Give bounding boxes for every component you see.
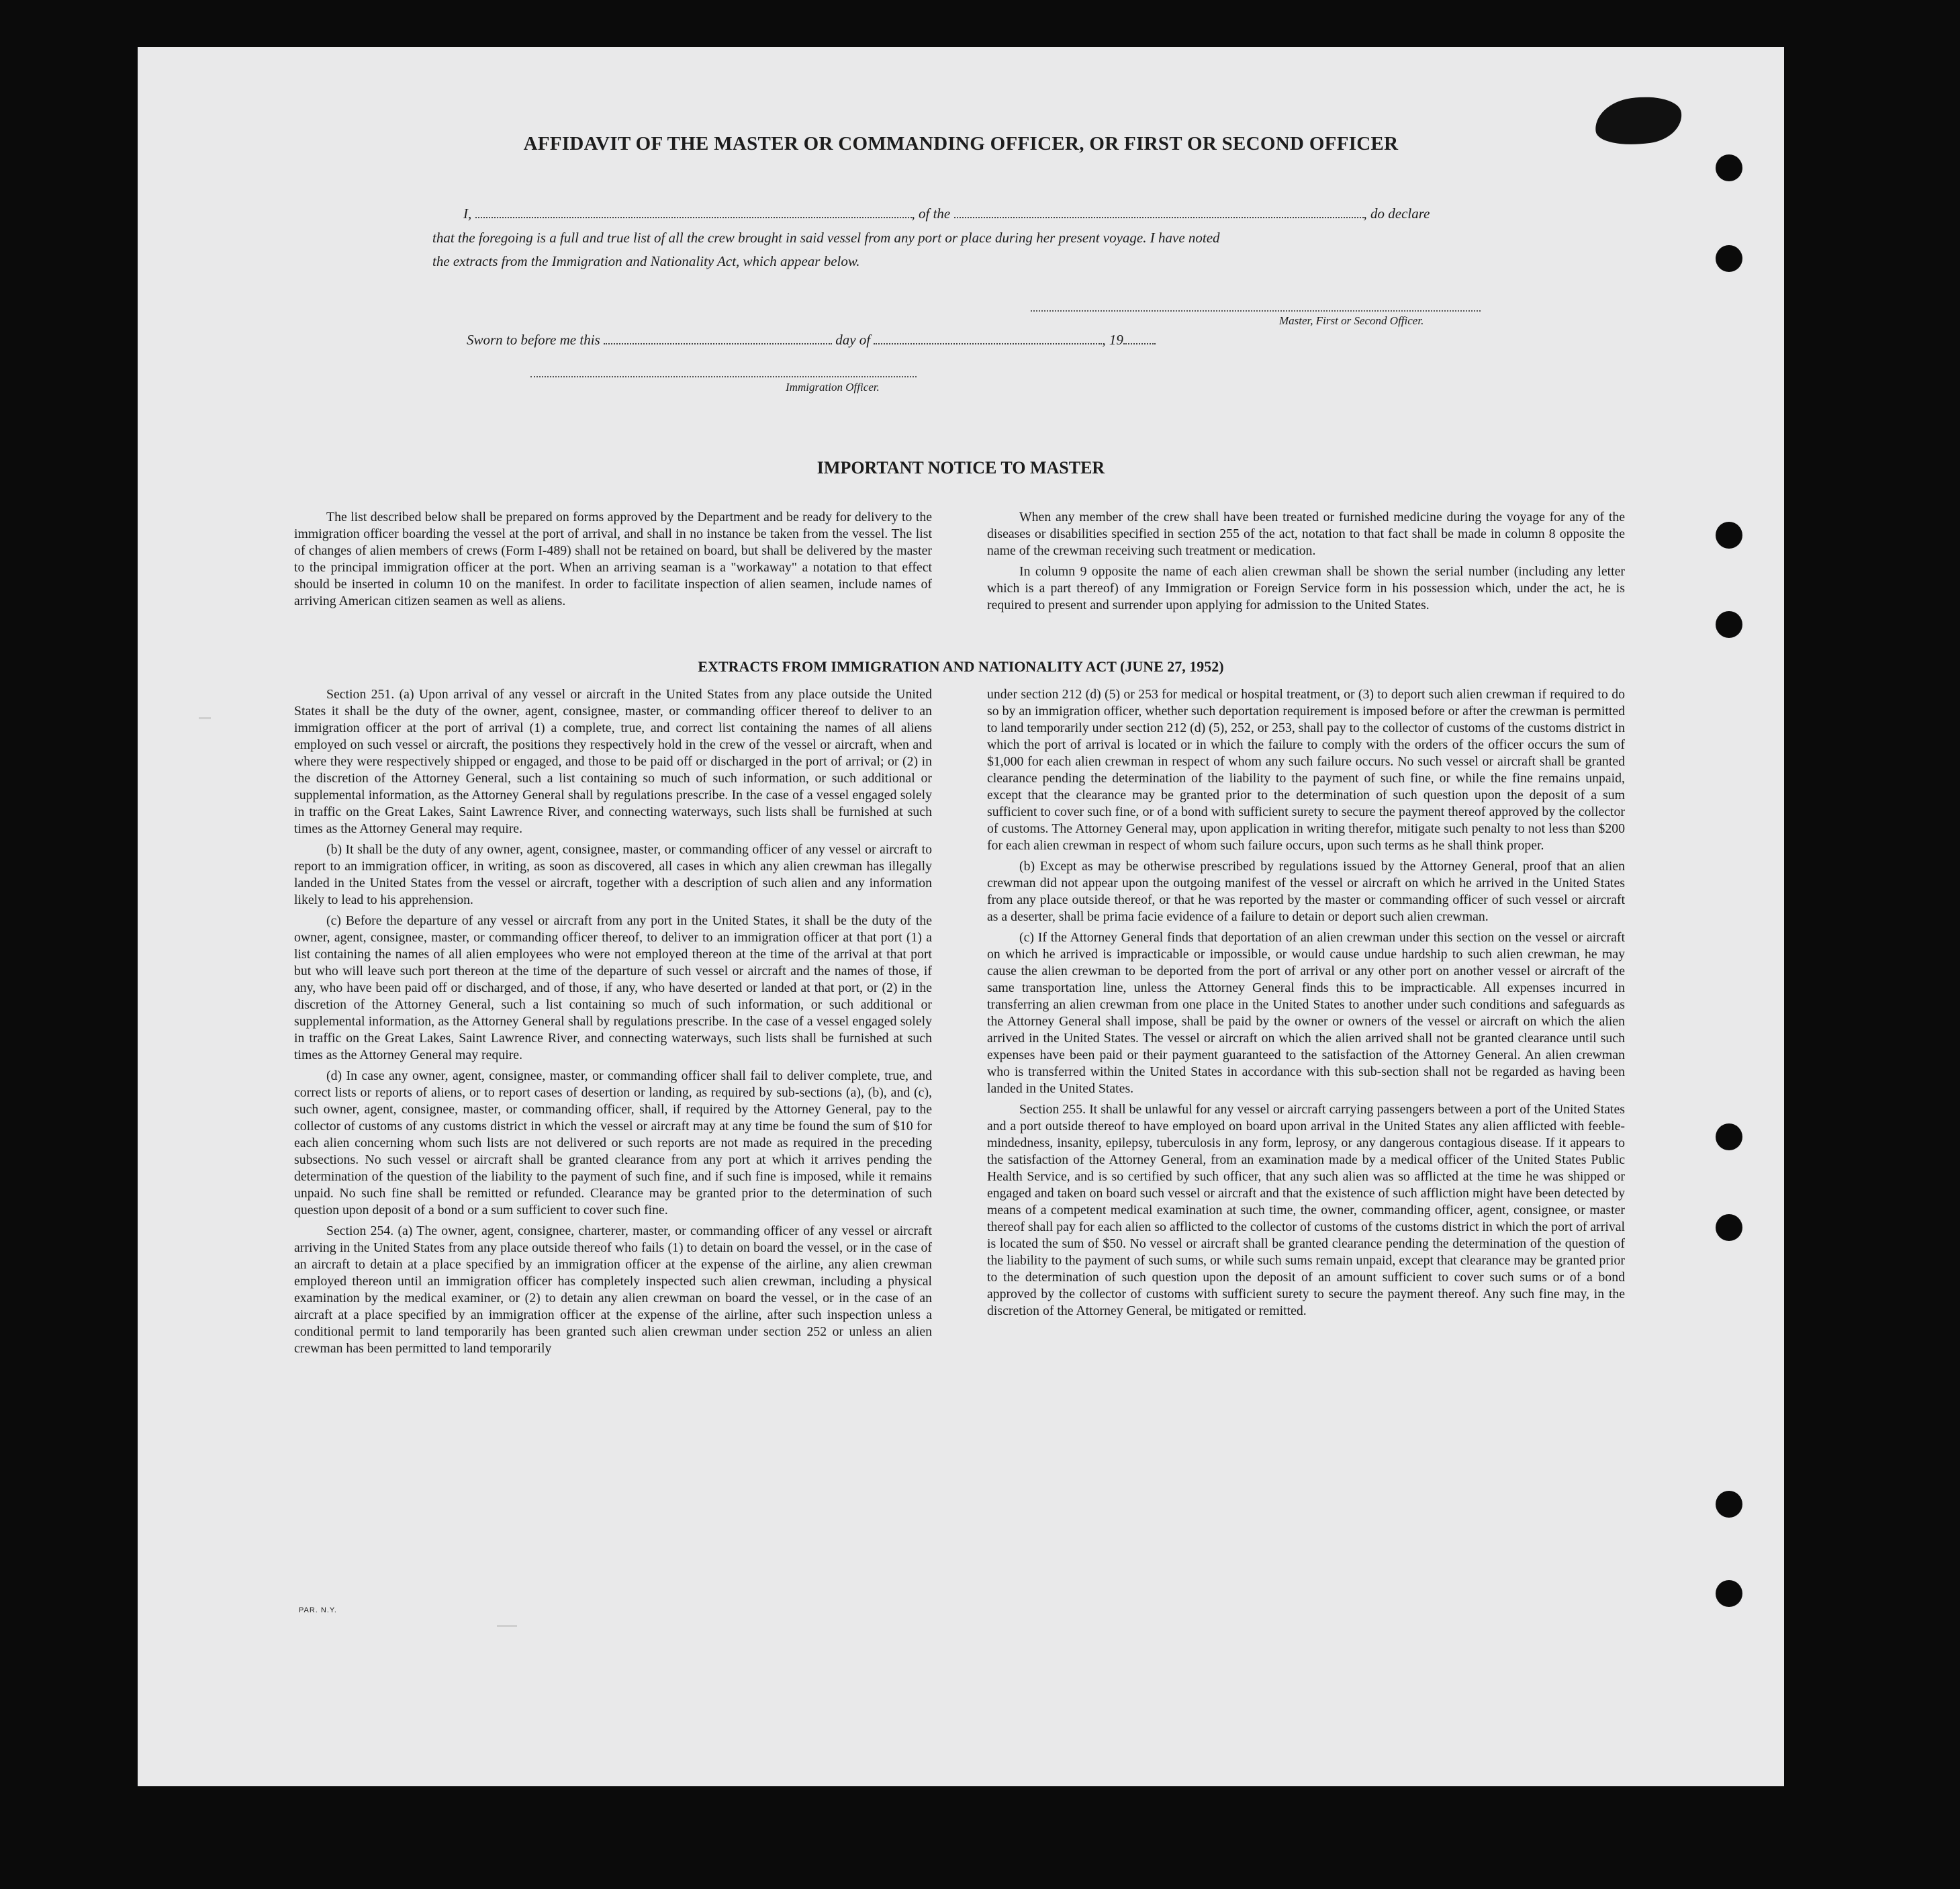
punch-hole	[1716, 611, 1742, 638]
punch-hole	[1716, 154, 1742, 181]
declaration-line-3: the extracts from the Immigration and Nationality Act, which appear below.	[432, 253, 860, 269]
officer-signature-caption: Immigration Officer.	[786, 381, 880, 394]
notice-right-paragraph-1: When any member of the crew shall have been treated or furnished medicine during the voyage for any of the diseases or disabilities specified in section 255 of the act, notation to that fact shall be made in column 8 opposite the name of the crewman receiving such treatment or medication.	[987, 510, 1625, 558]
sworn-line	[467, 332, 1156, 349]
sworn-month-blank[interactable]	[874, 335, 1102, 344]
scan-speck	[497, 1625, 517, 1627]
notice-left-column	[294, 509, 932, 614]
declaration-do-declare: , do declare	[1363, 205, 1430, 222]
extract-paragraph: (b) It shall be the duty of any owner, agent, consignee, master, or commanding officer of any vessel or aircraft to report to an immigration officer, in writing, as soon as discovered, all cases in which any alien crewman has illegally landed in the United States from the vessel or aircraft, together with a description of such alien and any information likely to lead to his apprehension.	[294, 842, 932, 907]
sworn-label: Sworn to before me this	[467, 332, 600, 348]
master-signature-caption: Master, First or Second Officer.	[1279, 314, 1424, 327]
name-blank[interactable]	[475, 209, 912, 218]
extract-paragraph: (d) In case any owner, agent, consignee, master, or commanding officer shall fail to deliver complete, true, and correct lists or reports of aliens, or to report cases of desertion or landing, as required by sub-sections (a), (b), and (c), such owner, agent, consignee, master, or commanding officer, shall, if required by the Attorney General, pay to the collector of customs of any customs district in which the vessel or aircraft may at any time be found the sum of $10 for each alien concerning whom such lists are not delivered or such reports are not made as required in the preceding subsections. No such vessel or aircraft shall be granted clearance from any port at which it arrives pending the determination of the question of the liability to the payment of such fine, and if such fine is imposed, while it remains unpaid. No such fine shall be remitted or refunded. Clearance may be granted prior to the determination of such question upon deposit of a bond or a sum sufficient to cover such fine.	[294, 1068, 932, 1217]
extract-paragraph: (c) If the Attorney General finds that deportation of an alien crewman under this section on the vessel or aircraft on which he arrived is impracticable or impossible, or would cause undue hardship to such alien crewman, he may cause the alien crewman to be deported from the port of arrival or any other port on another vessel or aircraft of the same transportation line, unless the Attorney General finds this to be impracticable. All expenses incurred in transferring an alien crewman from one place in the United States to another under such conditions and safeguards as the Attorney General shall impose, shall be paid by the owner or owners of the vessel or aircraft on which the alien arrived in the United States. The vessel or aircraft on which the alien arrived shall not be granted clearance until such expenses have been paid or their payment guaranteed to the satisfaction of the Attorney General. An alien crewman who is transferred within the United States in accordance with this sub-section shall not be regarded as having been landed in the United States.	[987, 930, 1625, 1096]
extract-paragraph: Section 251. (a) Upon arrival of any vessel or aircraft in the United States from any place outside the United States it shall be the duty of the owner, agent, consignee, master, or commanding officer thereof to deliver to an immigration officer at the port of arrival (1) a complete, true, and correct list containing the names of all aliens employed on such vessel or aircraft, the positions they respectively hold in the crew of the vessel or aircraft, when and where they were respectively shipped or engaged, and those to be paid off or discharged in the port of arrival; or (2) in the discretion of the Attorney General, such a list containing so much of such information, or such additional or supplemental information, as the Attorney General shall by regulations prescribe. In the case of a vessel engaged solely in traffic on the Great Lakes, Saint Lawrence River, and connecting waterways, such lists shall be furnished at such times as the Attorney General may require.	[294, 687, 932, 836]
notice-heading: IMPORTANT NOTICE TO MASTER	[816, 458, 1105, 477]
punch-hole	[1716, 1491, 1742, 1518]
punch-hole	[1716, 1580, 1742, 1607]
punch-hole	[1716, 522, 1742, 549]
declaration-of-the: , of the	[911, 205, 951, 222]
affidavit-title: AFFIDAVIT OF THE MASTER OR COMMANDING OFFICER, OR FIRST OR SECOND OFFICER	[523, 133, 1399, 154]
declaration-line-2: that the foregoing is a full and true list of all the crew brought in said vessel from any port or place during her present voyage. I have noted	[432, 230, 1220, 246]
document-page	[138, 47, 1784, 1786]
extracts-left-column	[294, 686, 932, 1361]
scan-speck	[199, 717, 211, 719]
notice-right-paragraph-2: In column 9 opposite the name of each alien crewman shall be shown the serial number (including any letter which is a part thereof) of any Immigration or Foreign Service form in his possession which, under the act, he is required to present and surrender upon applying for admission to the United States.	[987, 564, 1625, 612]
notice-left-paragraph: The list described below shall be prepared on forms approved by the Department and be ready for delivery to the immigration officer boarding the vessel at the port of arrival, and shall in no instance be taken from the vessel. The list of changes of alien members of crews (Form I-489) shall not be retained on board, but shall be delivered by the master to the principal immigration officer at the port. When an arriving seaman is a "workaway" a notation to that effect should be inserted in column 10 on the manifest. In order to facilitate inspection of alien seamen, include names of arriving American citizen seamen as well as aliens.	[294, 510, 932, 608]
sworn-year-prefix: , 19	[1102, 332, 1123, 348]
printer-mark: PAR. N.Y.	[299, 1606, 337, 1614]
punch-hole	[1716, 1214, 1742, 1241]
extract-paragraph: Section 255. It shall be unlawful for any vessel or aircraft carrying passengers between a port of the United States and a port outside thereof to have employed on board upon arrival in the United States any alien afflicted with feeble-mindedness, insanity, epilepsy, tuberculosis in any form, leprosy, or any dangerous contagious disease. If it appears to the satisfaction of the Attorney General, from an examination made by a medical officer of the United States Public Health Service, and is so certified by such officer, that any such alien was so afflicted at the time he was shipped or engaged and taken on board such vessel or aircraft and that the existence of such affliction might have been detected by means of a competent medical examination at such time, the owner, commanding officer, agent, consignee, or master thereof shall pay for each alien so afflicted to the collector of customs of the customs district in which the port of arrival is located the sum of $50. No vessel or aircraft shall be granted clearance pending the determination of the question of the liability to the payment of such sums, or while such sums remain unpaid, except that clearance may be granted prior to the determination of such question upon the deposit of an amount sufficient to cover such sums or of a bond approved by the collector of customs with sufficient surety to secure the payment thereof. Any such fine may, in the discretion of the Attorney General, be mitigated or remitted.	[987, 1102, 1625, 1318]
notice-right-column	[987, 509, 1625, 618]
punch-hole	[1716, 1123, 1742, 1150]
extract-paragraph: (c) Before the departure of any vessel or aircraft from any port in the United States, it shall be the duty of the owner, agent, consignee, master, or commanding officer thereof, to deliver to an immigration officer at that port (1) a list containing the names of all alien employees who were not employed thereon at the time of the arrival at that port but who will leave such port thereon at the time of the departure of such vessel or aircraft and the names of those, if any, who have been paid off or discharged, and of those, if any, who have deserted or landed at that port, or (2) in the discretion of the Attorney General, such a list containing so much of such information, or such additional or supplemental information, as the Attorney General shall by regulations prescribe. In the case of a vessel engaged solely in traffic on the Great Lakes, Saint Lawrence River, and connecting waterways, such lists shall be furnished at such times as the Attorney General may require.	[294, 913, 932, 1062]
declaration-i: I,	[463, 205, 472, 222]
master-signature-line[interactable]	[1031, 310, 1481, 312]
extracts-right-column	[987, 686, 1625, 1324]
declaration-line	[463, 205, 1430, 222]
officer-signature-line[interactable]	[530, 376, 917, 377]
sworn-year-blank[interactable]	[1123, 335, 1156, 344]
vessel-blank[interactable]	[954, 209, 1364, 218]
extract-paragraph: (b) Except as may be otherwise prescribed by regulations issued by the Attorney General, proof that an alien crewman did not appear upon the outgoing manifest of the vessel or aircraft on which he arrived in the United States from any place outside thereof, or that he was reported by the master or commanding officer of such vessel or aircraft as a deserter, shall be prima facie evidence of a failure to detain or deport such alien crewman.	[987, 859, 1625, 924]
extracts-heading: EXTRACTS FROM IMMIGRATION AND NATIONALITY ACT (JUNE 27, 1952)	[698, 658, 1224, 675]
extract-paragraph: under section 212 (d) (5) or 253 for medical or hospital treatment, or (3) to deport such alien crewman if required to do so by an immigration officer, whether such deportation requirement is imposed before or after the crewman is permitted to land temporarily under section 212 (d) (5), 252, or 253, shall pay to the collector of customs of the customs district in which the port of arrival is located or in which the failure to comply with the orders of the officer occurs the sum of $1,000 for each alien crewman in respect of whom any such failure occurs. No such vessel or aircraft shall be granted clearance pending the determination of the liability to the payment of such fine, or while the fine remains unpaid, except that the clearance may be granted prior to the determination of such question upon the deposit of a sum sufficient to cover such fine, or of a bond with sufficient surety to secure the payment thereof approved by the collector of customs. The Attorney General may, upon application in writing therefor, mitigate such penalty to not less than $200 for each alien crewman in respect of whom such failure occurs, upon such terms as he shall think proper.	[987, 687, 1625, 853]
extract-paragraph: Section 254. (a) The owner, agent, consignee, charterer, master, or commanding officer of any vessel or aircraft arriving in the United States from any place outside thereof who fails (1) to detain on board the vessel, or in the case of an aircraft to detain at a place specified by an immigration officer at the expense of the airline, any alien crewman employed thereon until an immigration officer has completely inspected such alien crewman, including a physical examination by the medical examiner, or (2) to detain any alien crewman on board the vessel, or in the case of an aircraft at a place specified by an immigration officer at the expense of the airline, after such inspection unless a conditional permit to land temporarily has been granted such alien crewman under section 252 or unless an alien crewman has been permitted to land temporarily	[294, 1224, 932, 1356]
punch-hole	[1716, 245, 1742, 272]
sworn-day-of: day of	[835, 332, 871, 348]
sworn-day-blank[interactable]	[604, 335, 832, 344]
